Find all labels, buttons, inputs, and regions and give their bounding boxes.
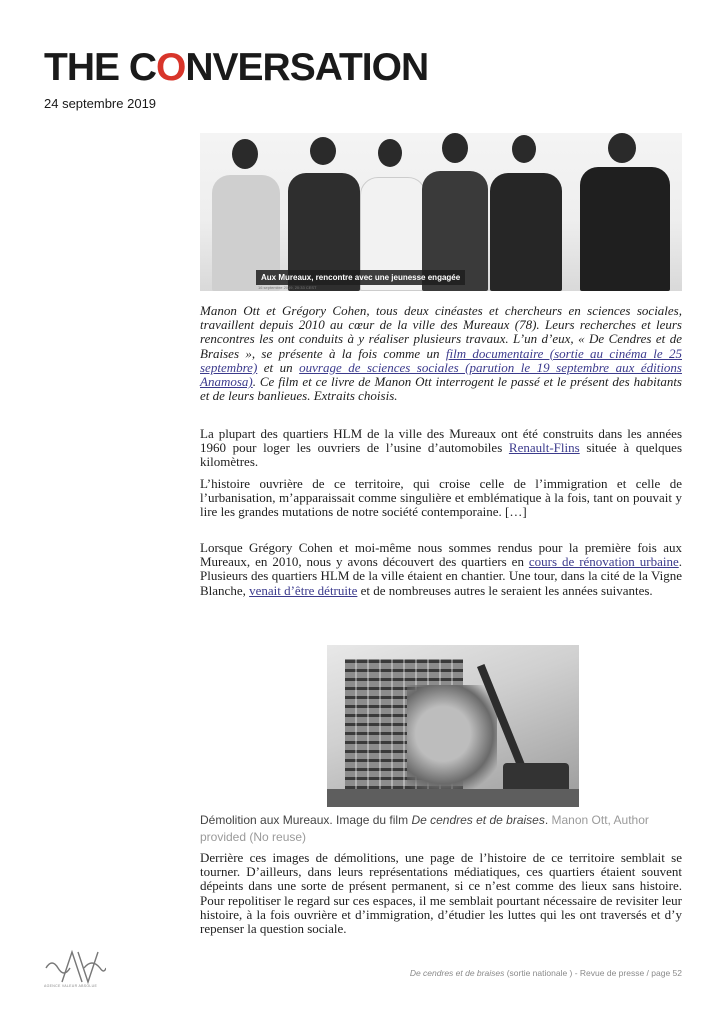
- p3-text-2: . Plusieurs des quartiers HLM de la ville étaient en chantier. Une tour, dans la cité de la Vigne Blanche,: [200, 554, 682, 598]
- paragraph-hlm: [200, 427, 682, 470]
- ouvrage-link[interactable]: ouvrage de sciences sociales (parution le 19 septembre aux éditions Anamosa): [200, 359, 682, 390]
- intro-text-1: Manon Ott et Grégory Cohen, tous deux cinéastes et chercheurs en sciences sociales, travaillent depuis 2010 au cœur de la ville des Mureaux (78). Leurs recherches et leurs rencontres les ont conduits à y réaliser plusieurs travaux. L’un d’eux, « De Cendres et de Braises », se présente à la fois comme un: [200, 303, 682, 361]
- intro-text-2: et un: [257, 359, 300, 375]
- p1-text-2: située à quelques kilomètres.: [200, 440, 682, 470]
- intro-text-3: . Ce film et ce livre de Manon Ott interrogent le passé et le présent des habitants et de leurs banlieues. Extraits choisis.: [200, 374, 682, 404]
- detruite-link[interactable]: venait d’être détruite: [249, 582, 358, 598]
- paragraph-renovation: [200, 541, 682, 598]
- hero-photo: [200, 133, 682, 291]
- demolition-caption: [200, 812, 682, 846]
- paragraph-histoire: L’histoire ouvrière de ce territoire, qui croise celle de l’immigration et celle de l’urbanisation, m’apparaissait comme singulière et emblématique à la fois, tant on pouvait y lire les grandes mutations de notre société contemporaine. […]: [200, 476, 682, 520]
- p3-text-3: et de nombreuses autres le seraient les années suivantes.: [357, 582, 653, 598]
- masthead-logo: [44, 48, 428, 87]
- caption-credit: Manon Ott, Author provided (No reuse): [200, 813, 649, 844]
- publication-date: 24 septembre 2019: [44, 96, 157, 111]
- masthead-pre: THE C: [44, 46, 156, 89]
- hero-caption: Aux Mureaux, rencontre avec une jeunesse engagée: [256, 270, 465, 285]
- film-documentaire-link[interactable]: film documentaire (sortie au cinéma le 25 septembre): [200, 345, 682, 375]
- masthead-post: NVERSATION: [185, 46, 429, 89]
- caption-film-title: De cendres et de braises: [411, 813, 545, 827]
- renovation-link[interactable]: cours de rénovation urbaine: [528, 554, 679, 570]
- p1-text-1: La plupart des quartiers HLM de la ville des Mureaux ont été construits dans les années 1960 pour loger les ouvriers de l’usine d’automobiles: [200, 426, 682, 456]
- intro-paragraph: [200, 304, 682, 403]
- footer-rest: (sortie nationale ) - Revue de presse / page 52: [504, 968, 682, 978]
- paragraph-demolitions: Derrière ces images de démolitions, une page de l’histoire de ce territoire semblait se tourner. D’ailleurs, dans leurs représentations médiatiques, ces quartiers étaient souvent dépeints dans une sorte de présent permanent, si ce n’est comme des lieux sans histoire. Pour repolitiser le regard sur ces espaces, il me semblait pourtant nécessaire de revisiter leur histoire, à la fois ouvrière et d’immigration, d’étudier les luttes qui les ont traversés et d’y repenser la question sociale.: [200, 850, 682, 937]
- footer-title: De cendres et de braises: [409, 968, 505, 978]
- hero-subcaption: 16 septembre 2019, 20:33 CEST: [258, 285, 317, 290]
- renault-flins-link[interactable]: Renault-Flins: [508, 440, 580, 456]
- demolition-photo: [327, 645, 579, 807]
- agency-logo-icon: [44, 948, 106, 986]
- speech-bubble-o: O: [156, 46, 186, 89]
- page-footer: [410, 968, 682, 978]
- caption-dot: .: [544, 813, 552, 827]
- agency-name: AGENCE VALEUR ABSOLUE: [44, 984, 98, 988]
- p3-text-1: Lorsque Grégory Cohen et moi-même nous sommes rendus pour la première fois aux Mureaux, en 2010, nous y avons découvert des quartiers en: [200, 540, 682, 570]
- caption-text: Démolition aux Mureaux. Image du film: [200, 813, 412, 827]
